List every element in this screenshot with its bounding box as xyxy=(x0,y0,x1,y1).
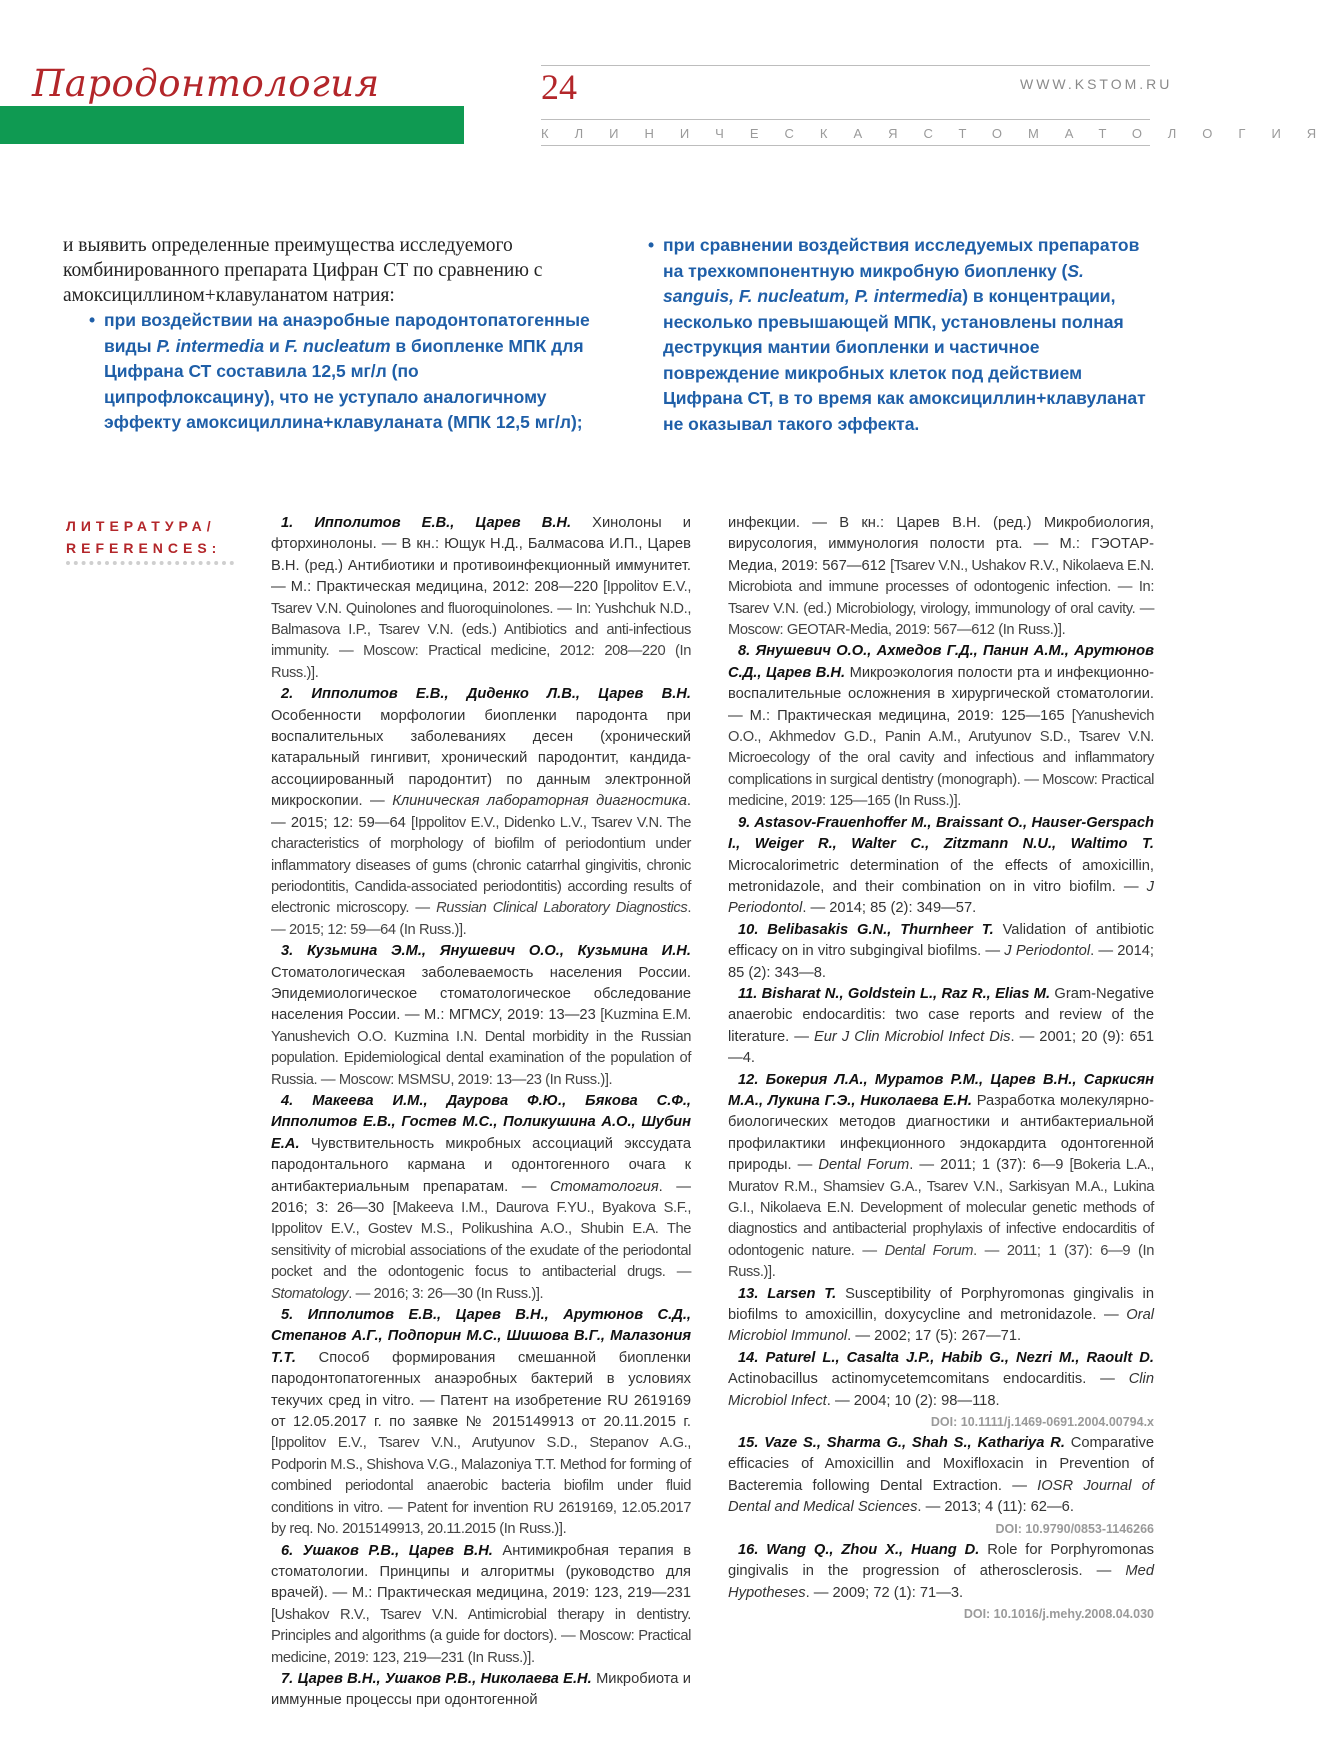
finding-bullet-2: • при сравнении воздействия исследуемых препаратов на трехкомпонентную микробную биопленку (S. sanguis, F. nucleatum, P. intermedia) в концентрации, несколько превышающей МПК, установлены полная деструкция мантии биопленки и частичное повреждение микробных клеток под действием Цифрана СТ, в то время как амоксициллин+клавуланат не оказывал такого эффекта. xyxy=(648,235,1146,434)
header-rule-top xyxy=(541,65,1150,66)
bullet-icon: • xyxy=(89,310,96,330)
header-rule-mid xyxy=(541,119,1150,120)
doi-link-14[interactable]: DOI: 10.1111/j.1469-0691.2004.00794.x xyxy=(930,1415,1154,1430)
references-column-right xyxy=(728,513,1154,1625)
doi-link-16[interactable]: DOI: 10.1016/j.mehy.2008.04.030 xyxy=(963,1606,1154,1621)
reference-7-continued: инфекции. — В кн.: Царев В.Н. (ред.) Микробиология, вирусология, иммунология полости рта. — М.: ГЭОТАР-Медиа, 2019: 567—612 [Tsarev V.N., Ushakov R.V., Nikolaeva E.N. Microbiota and immune processes of odontogenic infection. — In: Tsarev V.N. (ed.) Microbiology, virology, immunology of oral cavity. — Moscow: GEOTAR-Media, 2019: 567—612 (In Russ.)]. xyxy=(728,515,1154,639)
reference-5: 5. Ипполитов Е.В., Царев В.Н., Арутюнов С.Д., Степанов А.Г., Подпорин М.С., Шишова В.Г., Малазония Т.Т. Способ формирования смешанной биопленки пародонтопатогенных анаэробных бактерий в условиях текучих сред in vitro. — Патент на изобретение RU 2619169 от 12.05.2017 г. по заявке № 2015149913 от 20.11.2015 г. [Ippolitov E.V., Tsarev V.N., Arutyunov S.D., Stepanov A.G., Podporin M.S., Shishova V.G., Malazoniya T.T. Method for forming of combined periodontal anaerobic bacteria biofilm under fluid conditions in vitro. — Patent for invention RU 2619169, 12.05.2017 by req. No. 2015149913, 20.11.2015 (In Russ.)]. xyxy=(271,1307,691,1538)
finding-bullet-1: • при воздействии на анаэробные пародонтопатогенные виды P. intermedia и F. nucleatum в биопленке МПК для Цифрана СТ составила 12,5 мг/л (по ципрофлоксацину), что не уступало аналогичному эффекту амоксициллина+клавуланата (МПК 12,5 мг/л); xyxy=(89,310,590,432)
reference-16: 16. Wang Q., Zhou X., Huang D. Role for Porphyromonas gingivalis in the progression of atherosclerosis. — Med Hypotheses. — 2009; 72 (1): 71—3. xyxy=(728,1541,1154,1601)
body-intro-text: и выявить определенные преимущества исследуемого комбинированного препарата Цифран СТ по сравнению с амоксициллином+клавуланатом натрия: xyxy=(63,235,543,306)
reference-10: 10. Belibasakis G.N., Thurnheer T. Validation of antibiotic efficacy on in vitro subgingival biofilms. — J Periodontol. — 2014; 85 (2): 343—8. xyxy=(728,921,1154,981)
journal-word-1: КЛИНИЧЕСКАЯ xyxy=(541,126,924,141)
reference-15: 15. Vaze S., Sharma G., Shah S., Kathariya R. Comparative efficacies of Amoxicillin and Moxifloxacin in Prevention of Bacteremia following Dental Extraction. — IOSR Journal of Dental and Medical Sciences. — 2013; 4 (11): 62—6. xyxy=(728,1435,1154,1516)
reference-9: 9. Astasov-Frauenhoffer M., Braissant O., Hauser-Gerspach I., Weiger R., Walter C., Zitzmann N.U., Waltimo T. Microcalorimetric determination of the effects of amoxicillin, metronidazole, and their combination on in vitro biofilm. — J Periodontol. — 2014; 85 (2): 349—57. xyxy=(728,814,1154,917)
reference-3: 3. Кузьмина Э.М., Янушевич О.О., Кузьмина И.Н. Стоматологическая заболеваемость населения России. Эпидемиологическое стоматологическое обследование населения России. — М.: МГМСУ, 2019: 13—23 [Kuzmina E.M. Yanushevich O.O. Kuzmina I.N. Dental morbidity in the Russian population. Epidemiological dental examination of the population of Russia. — Moscow: MSMSU, 2019: 13—23 (In Russ.)]. xyxy=(271,943,691,1088)
site-url[interactable]: WWW.KSTOM.RU xyxy=(1020,76,1173,92)
reference-6: 6. Ушаков Р.В., Царев В.Н. Антимикробная терапия в стоматологии. Принципы и алгоритмы (руководство для врачей). — М.: Практическая медицина, 2019: 123, 219—231 [Ushakov R.V., Tsarev V.N. Antimicrobial therapy in dentistry. Principles and algorithms (a guide for doctors). — Moscow: Practical medicine, 2019: 123, 219—231 (In Russ.)]. xyxy=(271,1542,691,1666)
reference-12: 12. Бокерия Л.А., Муратов Р.М., Царев В.Н., Саркисян М.А., Лукина Г.Э., Николаева Е.Н. Разработка молекулярно-биологических методов диагностики и антибактериальной профилактики инфекционного эндокардита одонтогенной природы. — Dental Forum. — 2011; 1 (37): 6—9 [Bokeria L.A., Muratov R.M., Shamsiev G.A., Tsarev V.N., Sarkisyan M.A., Lukina G.I., Nikolaeva E.N. Development of molecular genetic methods of diagnostics and antibacterial prophylaxis of infective endocarditis of odontogenic nature. — Dental Forum. — 2011; 1 (37): 6—9 (In Russ.)]. xyxy=(728,1071,1154,1281)
reference-11: 11. Bisharat N., Goldstein L., Raz R., Elias M. Gram-Negative anaerobic endocarditis: two case reports and review of the literature. — Eur J Clin Microbiol Infect Dis. — 2001; 20 (9): 651—4. xyxy=(728,985,1154,1067)
reference-13: 13. Larsen T. Susceptibility of Porphyromonas gingivalis in biofilms to amoxicillin, doxycycline and metronidazole. — Oral Microbiol Immunol. — 2002; 17 (5): 267—71. xyxy=(728,1285,1154,1345)
page-number: 24 xyxy=(541,67,577,107)
reference-7: 7. Царев В.Н., Ушаков Р.В., Николаева Е.Н. Микробиота и иммунные процессы при одонтогенной xyxy=(271,1670,691,1709)
section-title: Пародонтология xyxy=(32,62,380,105)
bullet-icon: • xyxy=(648,235,655,255)
references-dotted-divider xyxy=(66,561,234,565)
doi-link-15[interactable]: DOI: 10.9790/0853-1146266 xyxy=(995,1521,1154,1536)
journal-word-2: СТОМАТОЛОГИЯ xyxy=(923,126,1342,141)
references-heading: ЛИТЕРАТУРА/ REFERENCES: xyxy=(66,518,222,556)
reference-1: 1. Ипполитов Е.В., Царев В.Н. Хинолоны и фторхинолоны. — В кн.: Ющук Н.Д., Балмасова И.П., Царев В.Н. (ред.) Антибиотики и противоинфекционный иммунитет. — М.: Практическая медицина, 2012: 208—220 [Ippolitov E.V., Tsarev V.N. Quinolones and fluoroquinolones. — In: Yushchuk N.D., Balmasova I.P., Tsarev V.N. (eds.) Antibiotics and anti-infectious immunity. — Moscow: Practical medicine, 2012: 208—220 (In Russ.)]. xyxy=(271,515,691,681)
reference-2: 2. Ипполитов Е.В., Диденко Л.В., Царев В.Н. Особенности морфологии биопленки пародонта при воспалительных заболеваниях десен (хронический катаральный гингивит, хронический пародонтит, кандида-ассоциированный пародонтит) по данным электронной микроскопии. — Клиническая лабораторная диагностика. — 2015; 12: 59—64 [Ippolitov E.V., Didenko L.V., Tsarev V.N. The characteristics of morphology of biofilm of periodontium under inflammatory diseases of gums (chronic catarrhal gingivitis, chronic periodontitis, Candida-associated periodontitis) according results of electronic microscopy. — Russian Clinical Laboratory Diagnostics. — 2015; 12: 59—64 (In Russ.)]. xyxy=(271,686,691,938)
reference-4: 4. Макеева И.М., Даурова Ф.Ю., Бякова С.Ф., Ипполитов Е.В., Гостев М.С., Поликушина А.О., Шубин Е.А. Чувствительность микробных ассоциаций экссудата пародонтального кармана и одонтогенного очага к антибактериальным препаратам. — Стоматология. — 2016; 3: 26—30 [Makeeva I.M., Daurova F.YU., Byakova S.F., Ippolitov E.V., Gostev M.S., Polikushina A.O., Shubin E.A. The sensitivity of microbial associations of the exudate of the periodontal pocket and the odontogenic focus to antibacterial drugs. — Stomatology. — 2016; 3: 26—30 (In Russ.)]. xyxy=(271,1092,691,1302)
journal-name xyxy=(541,126,1342,141)
reference-14: 14. Paturel L., Casalta J.P., Habib G., Nezri M., Raoult D. Actinobacillus actinomycetemcomitans endocarditis. — Clin Microbiol Infect. — 2004; 10 (2): 98—118. xyxy=(728,1349,1154,1409)
header-rule-bottom xyxy=(541,145,1150,146)
section-color-bar xyxy=(0,106,464,144)
reference-8: 8. Янушевич О.О., Ахмедов Г.Д., Панин А.М., Арутюнов С.Д., Царев В.Н. Микроэкология полости рта и инфекционно-воспалительные осложнения в хирургической стоматологии. — М.: Практическая медицина, 2019: 125—165 [Yanushevich O.O., Akhmedov G.D., Panin A.M., Arutyunov S.D., Tsarev V.N. Microecology of the oral cavity and infectious and inflammatory complications in surgical dentistry (monograph). — Moscow: Practical medicine, 2019: 125—165 (In Russ.)]. xyxy=(728,643,1154,810)
references-column-left xyxy=(271,513,691,1712)
